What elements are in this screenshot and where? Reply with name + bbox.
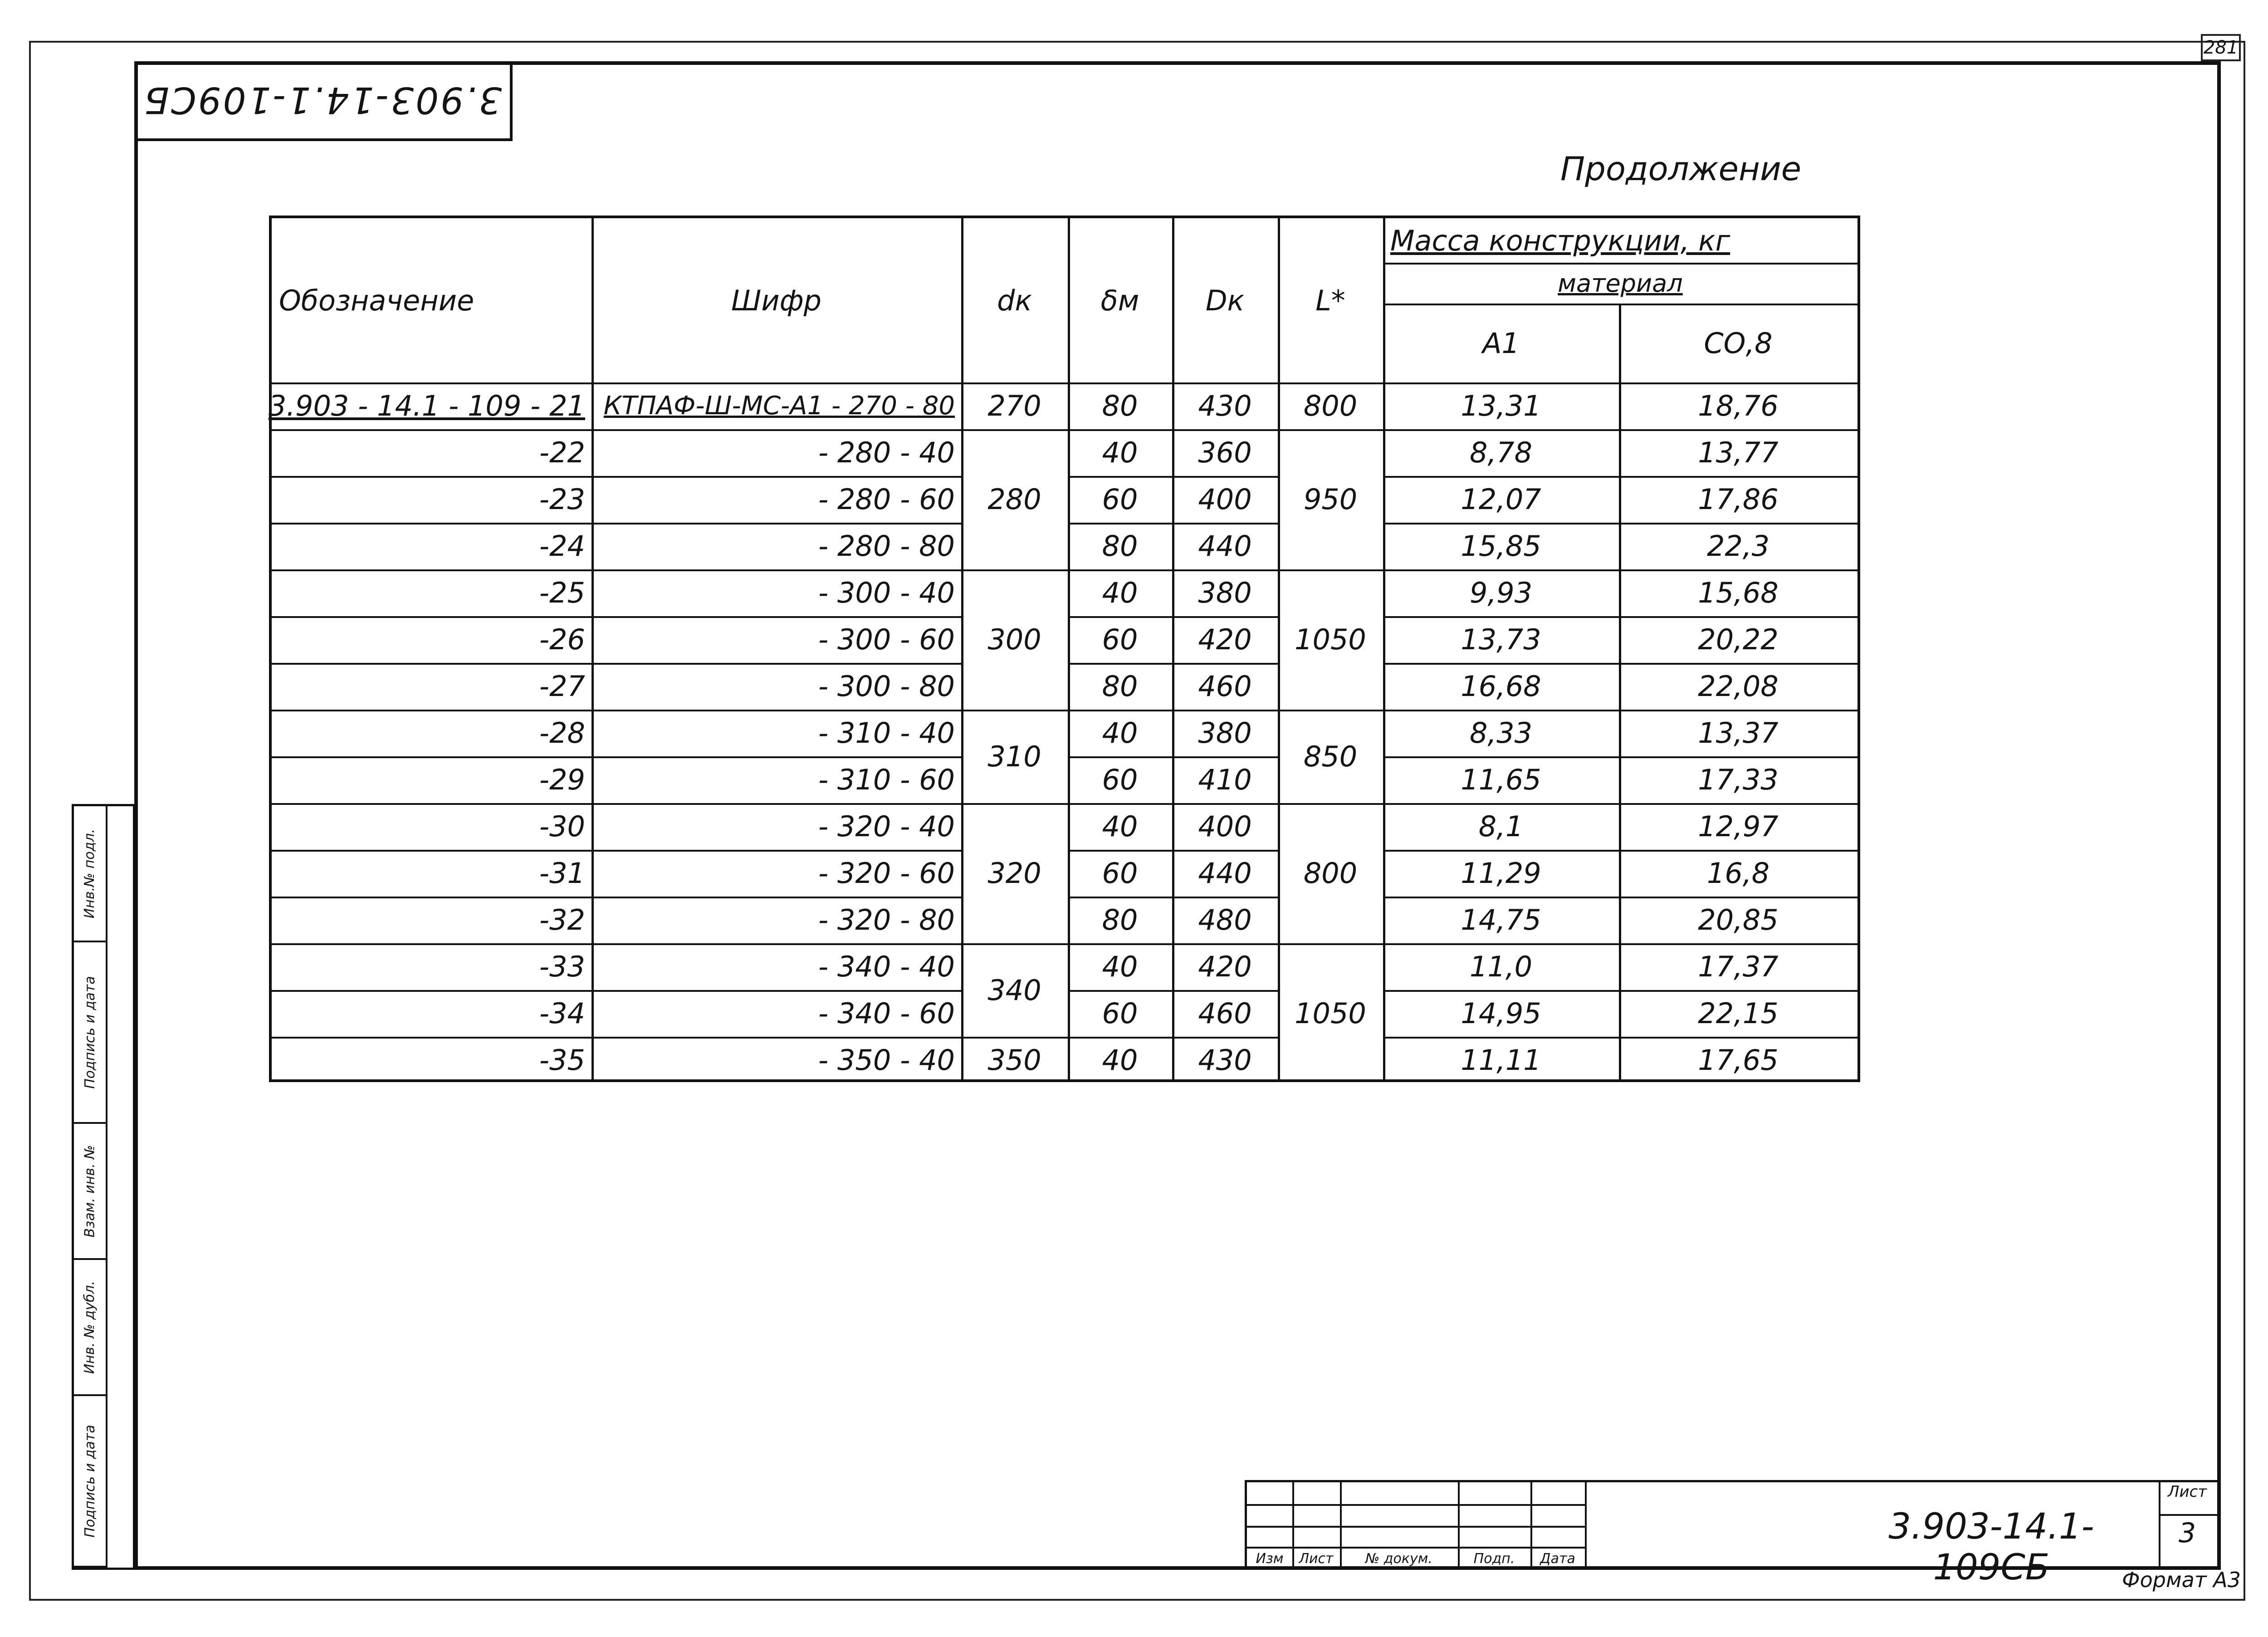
cell-mass-co8: 18,76 [1698, 389, 1779, 422]
side-strip-label: Подпись и дата [82, 1424, 98, 1538]
cell-dk-group: 320 [987, 857, 1041, 890]
cell-mass-co8: 16,8 [1706, 857, 1770, 890]
cell-Dk: 380 [1198, 716, 1252, 750]
header-mass-group: Масса конструкции, кг [1390, 224, 1730, 257]
cell-Dk: 430 [1198, 1044, 1252, 1077]
cell-dm: 60 [1102, 483, 1138, 516]
cell-designation: -28 [539, 716, 585, 750]
cell-code: - 310 - 60 [818, 763, 955, 796]
side-strip-cell [74, 1124, 106, 1260]
cell-dm: 80 [1102, 529, 1138, 563]
header-co8: СО,8 [1704, 326, 1773, 360]
cell-Dk: 430 [1198, 389, 1252, 422]
cell-dm: 40 [1102, 1044, 1138, 1077]
cell-Dk: 420 [1198, 950, 1252, 983]
cell-designation: -30 [539, 810, 585, 843]
cell-mass-a1: 13,31 [1461, 389, 1541, 422]
cell-designation: -34 [539, 997, 585, 1030]
header-Dk: Dк [1205, 284, 1245, 317]
cell-mass-co8: 17,65 [1698, 1044, 1779, 1077]
header-designation: Обозначение [279, 284, 474, 317]
inverted-code-stamp [134, 61, 513, 141]
header-dk: dк [997, 284, 1032, 317]
cell-code: - 320 - 60 [818, 857, 955, 890]
cell-designation: -29 [539, 763, 585, 796]
cell-mass-a1: 8,1 [1478, 810, 1524, 843]
title-block-label: Дата [1540, 1550, 1575, 1567]
title-block-label: Подп. [1473, 1550, 1515, 1567]
title-block-label: № докум. [1365, 1550, 1432, 1567]
cell-mass-a1: 9,93 [1469, 576, 1533, 609]
cell-dm: 40 [1102, 716, 1138, 750]
cell-Dk: 380 [1198, 576, 1252, 609]
header-a1: А1 [1482, 326, 1520, 360]
cell-mass-a1: 8,33 [1469, 716, 1533, 750]
cell-designation: -35 [539, 1044, 585, 1077]
cell-mass-a1: 15,85 [1461, 529, 1541, 563]
specification-table [269, 216, 1860, 1082]
cell-code: - 310 - 40 [818, 716, 955, 750]
cell-L-group: 1050 [1295, 623, 1366, 656]
cell-L-group: 800 [1303, 389, 1358, 422]
sheet-label: Лист [2167, 1483, 2207, 1501]
cell-mass-a1: 14,95 [1461, 997, 1541, 1030]
cell-mass-co8: 22,08 [1698, 670, 1779, 703]
cell-mass-a1: 13,73 [1461, 623, 1541, 656]
cell-designation: 3.903 - 14.1 - 109 - 21 [268, 389, 585, 422]
sheet-divider [2159, 1514, 2221, 1516]
side-strip-cell [74, 942, 106, 1124]
cell-mass-co8: 17,86 [1698, 483, 1779, 516]
side-strip-label: Инв. № дубл. [82, 1280, 98, 1374]
cell-Dk: 460 [1198, 997, 1252, 1030]
cell-mass-co8: 17,37 [1698, 950, 1779, 983]
cell-code: КТПАФ-Ш-МС-А1 - 270 - 80 [603, 391, 955, 421]
cell-dm: 60 [1102, 997, 1138, 1030]
cell-dk-group: 280 [987, 483, 1041, 516]
cell-code: - 280 - 40 [818, 436, 955, 469]
page-number: 281 [2201, 34, 2241, 61]
cell-designation: -31 [539, 857, 585, 890]
cell-Dk: 400 [1198, 483, 1252, 516]
cell-mass-co8: 12,97 [1698, 810, 1779, 843]
cell-designation: -27 [539, 670, 585, 703]
cell-mass-co8: 13,77 [1698, 436, 1779, 469]
cell-Dk: 480 [1198, 903, 1252, 936]
cell-Dk: 440 [1198, 857, 1252, 890]
cell-Dk: 440 [1198, 529, 1252, 563]
cell-L-group: 1050 [1295, 997, 1366, 1030]
header-L: L* [1315, 284, 1345, 317]
cell-dm: 40 [1102, 810, 1138, 843]
title-block-label: Лист [1299, 1550, 1334, 1567]
paper-format: Формат А3 [2122, 1568, 2241, 1592]
cell-dk-group: 270 [987, 389, 1041, 422]
cell-dm: 60 [1102, 763, 1138, 796]
cell-designation: -25 [539, 576, 585, 609]
cell-Dk: 360 [1198, 436, 1252, 469]
cell-code: - 280 - 80 [818, 529, 955, 563]
cell-L-group: 950 [1303, 483, 1358, 516]
cell-dk-group: 340 [987, 973, 1041, 1007]
side-strip-cell [74, 1260, 106, 1396]
cell-Dk: 410 [1198, 763, 1252, 796]
cell-dk-group: 350 [987, 1044, 1041, 1077]
cell-designation: -24 [539, 529, 585, 563]
cell-dm: 60 [1102, 857, 1138, 890]
cell-mass-co8: 15,68 [1698, 576, 1779, 609]
side-strip-cell [74, 806, 106, 942]
side-strip-label: Подпись и дата [82, 975, 98, 1089]
cell-code: - 320 - 40 [818, 810, 955, 843]
side-strip-label: Инв.№ подл. [82, 828, 98, 918]
cell-designation: -32 [539, 903, 585, 936]
cell-mass-a1: 12,07 [1461, 483, 1541, 516]
cell-designation: -23 [539, 483, 585, 516]
cell-code: - 300 - 40 [818, 576, 955, 609]
header-material: материал [1558, 269, 1683, 298]
side-strip-label: Взам. инв. № [82, 1145, 98, 1237]
header-dm: δм [1100, 284, 1139, 317]
cell-mass-co8: 17,33 [1698, 763, 1779, 796]
cell-code: - 350 - 40 [818, 1044, 955, 1077]
cell-designation: -26 [539, 623, 585, 656]
title-block-divider [1585, 1482, 1587, 1570]
cell-mass-a1: 11,0 [1469, 950, 1533, 983]
cell-Dk: 460 [1198, 670, 1252, 703]
cell-mass-co8: 22,15 [1698, 997, 1779, 1030]
header-code: Шифр [731, 284, 821, 317]
cell-mass-a1: 11,29 [1461, 857, 1541, 890]
cell-dm: 40 [1102, 950, 1138, 983]
cell-L-group: 800 [1303, 857, 1358, 890]
cell-code: - 320 - 80 [818, 903, 955, 936]
side-strip-cell [74, 1396, 106, 1568]
cell-dm: 80 [1102, 670, 1138, 703]
inverted-code-text: 3.903-14.1-109СБ [142, 78, 502, 121]
cell-dm: 40 [1102, 436, 1138, 469]
cell-code: - 300 - 80 [818, 670, 955, 703]
mass-divider [1383, 263, 1857, 265]
cell-code: - 280 - 60 [818, 483, 955, 516]
cell-dm: 80 [1102, 903, 1138, 936]
sheet-number: 3 [2178, 1517, 2196, 1549]
side-strip-divider [106, 806, 108, 1568]
cell-designation: -33 [539, 950, 585, 983]
cell-mass-a1: 8,78 [1469, 436, 1533, 469]
cell-mass-a1: 11,11 [1461, 1044, 1541, 1077]
cell-code: - 340 - 40 [818, 950, 955, 983]
cell-designation: -22 [539, 436, 585, 469]
title-block-label: Изм [1256, 1550, 1284, 1567]
cell-code: - 340 - 60 [818, 997, 955, 1030]
cell-mass-co8: 20,22 [1698, 623, 1779, 656]
title-block-row-line [1247, 1526, 1585, 1528]
cell-Dk: 400 [1198, 810, 1252, 843]
cell-mass-a1: 16,68 [1461, 670, 1541, 703]
cell-mass-co8: 13,37 [1698, 716, 1779, 750]
cell-mass-a1: 11,65 [1461, 763, 1541, 796]
document-code: 3.903-14.1-109СБ [1888, 1506, 2094, 1588]
title-block-row-line [1247, 1504, 1585, 1506]
cell-dk-group: 300 [987, 623, 1041, 656]
cell-mass-co8: 22,3 [1706, 529, 1770, 563]
cell-dk-group: 310 [987, 740, 1041, 773]
cell-L-group: 850 [1303, 740, 1358, 773]
cell-mass-co8: 20,85 [1698, 903, 1779, 936]
cell-dm: 60 [1102, 623, 1138, 656]
cell-mass-a1: 14,75 [1461, 903, 1541, 936]
cell-Dk: 420 [1198, 623, 1252, 656]
continuation-label: Продолжение [1560, 150, 1802, 188]
cell-dm: 40 [1102, 576, 1138, 609]
cell-code: - 300 - 60 [818, 623, 955, 656]
side-approval-strip [72, 804, 135, 1570]
cell-dm: 80 [1102, 389, 1138, 422]
